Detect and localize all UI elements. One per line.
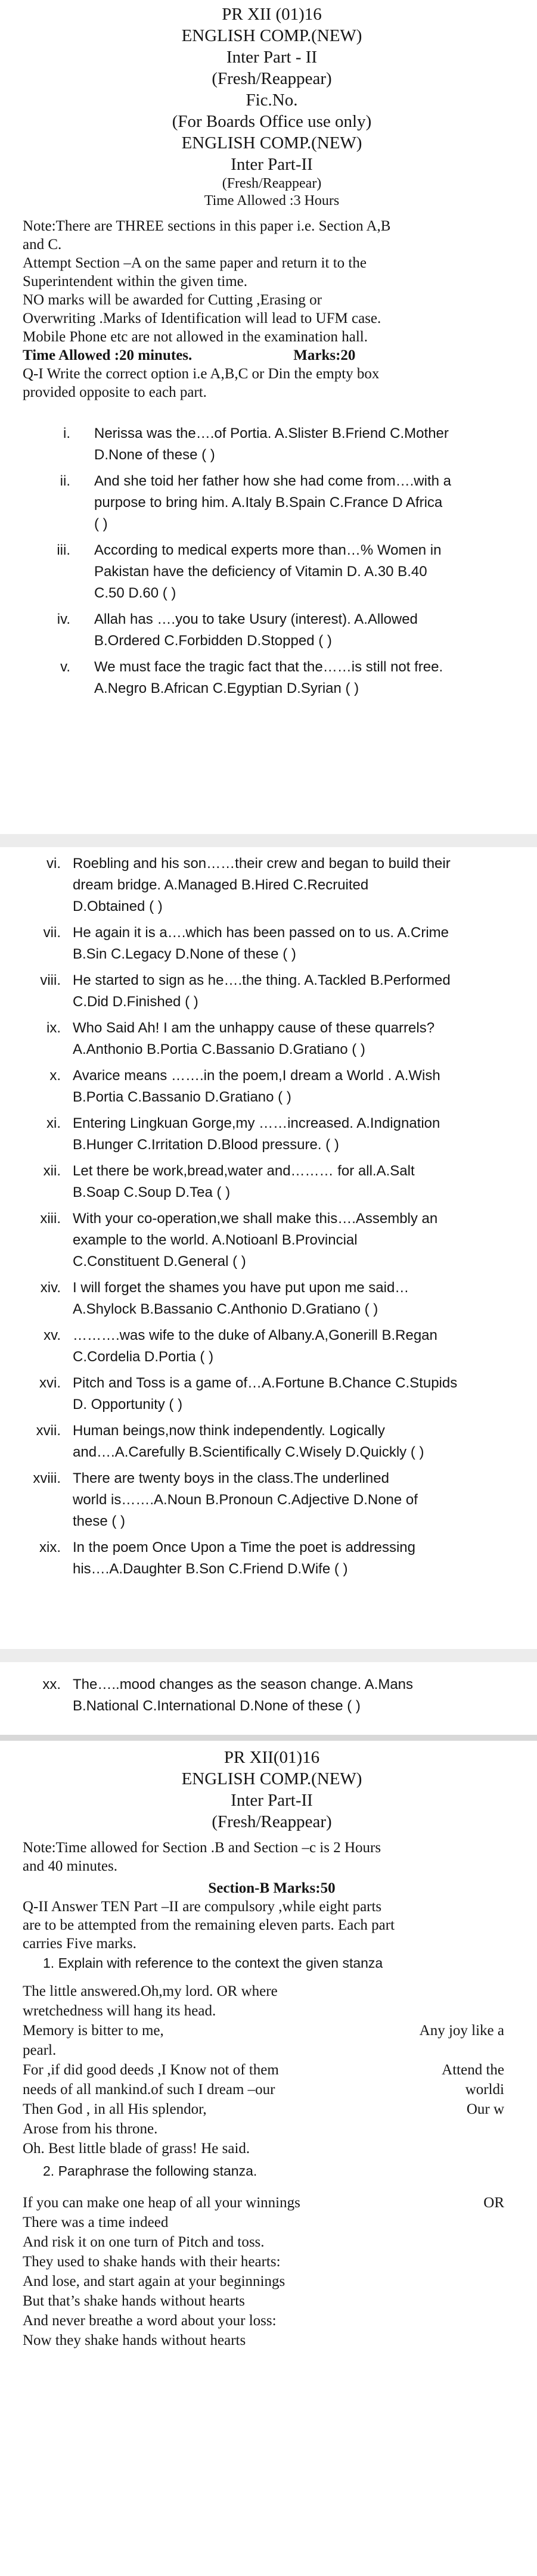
- mcq-number: xvii.: [36, 1423, 61, 1439]
- mcq-options: A.Negro B.African C.Egyptian D.Syrian ( ): [94, 680, 359, 696]
- stanza-line: Oh. Best little blade of grass! He said.: [23, 2141, 250, 2157]
- mcq-list-a: [23, 423, 521, 704]
- header-line: ENGLISH COMP.(NEW): [181, 133, 362, 153]
- mcq-text: Allah has ….you to take Usury (interest). A.Allowed: [94, 611, 418, 627]
- page-separator: [0, 1735, 537, 1741]
- mcq-number: v.: [60, 659, 70, 675]
- page1-note: [23, 217, 521, 402]
- mcq-text: I will forget the shames you have put upon me said…: [73, 1280, 409, 1296]
- marks: Marks:20: [293, 347, 356, 363]
- mcq-text: With your co-operation,we shall make this….Assembly an: [73, 1211, 438, 1227]
- mcq-item: [23, 1325, 521, 1368]
- mcq-answer-box: ( ): [94, 516, 108, 532]
- mcq-options: purpose to bring him. A.Italy B.Spain C.France D Africa: [94, 494, 443, 511]
- note-line: Note:Time allowed for Section .B and Section –c is 2 Hours: [23, 1840, 381, 1856]
- stanza-line: They used to shake hands with their hearts:: [23, 2254, 281, 2270]
- mcq-number: iii.: [57, 542, 70, 558]
- mcq-options: C.50 D.60 ( ): [94, 585, 176, 601]
- mcq-item: [23, 1277, 521, 1320]
- mcq-text: In the poem Once Upon a Time the poet is addressing: [73, 1539, 416, 1555]
- mcq-number: xi.: [46, 1115, 61, 1131]
- stanza-2: [23, 2193, 521, 2350]
- stanza-line: Attend the For ,if did good deeds ,I Know not of them: [23, 2062, 504, 2078]
- header-line: Inter Part - II: [226, 48, 318, 67]
- mcq-number: vii.: [43, 925, 61, 941]
- mcq-text: Roebling and his son……their crew and began to build their: [73, 855, 451, 872]
- instruction-line: carries Five marks.: [23, 1936, 136, 1952]
- note-line: Mobile Phone etc are not allowed in the examination hall.: [23, 329, 368, 345]
- mcq-options: Pakistan have the deficiency of Vitamin D. A.30 B.40: [94, 564, 427, 580]
- header-line: Inter Part-II: [231, 1791, 313, 1810]
- stanza-line: And never breathe a word about your loss:: [23, 2313, 277, 2329]
- mcq-text: Let there be work,bread,water and……… for all.A.Salt: [73, 1163, 415, 1179]
- mcq-item: [23, 1113, 521, 1156]
- mcq-number: xviii.: [33, 1470, 61, 1486]
- mcq-options: C.Cordelia D.Portia ( ): [73, 1349, 214, 1365]
- mcq-text: And she toid her father how she had come from….with a: [94, 473, 451, 489]
- stanza-line: Our w Then God , in all His splendor,: [23, 2101, 504, 2117]
- mcq-text: Avarice means …….in the poem,I dream a World . A.Wish: [73, 1068, 440, 1084]
- mcq-text: Entering Lingkuan Gorge,my ……increased. A.Indignation: [73, 1115, 440, 1131]
- header-line: (Fresh/Reappear): [212, 1812, 332, 1831]
- note-line: Overwriting .Marks of Identification will lead to UFM case.: [23, 310, 381, 326]
- mcq-item: [23, 1018, 521, 1060]
- mcq-number: i.: [63, 425, 70, 441]
- mcq-number: viii.: [40, 972, 61, 988]
- header-line: (For Boards Office use only): [172, 112, 372, 131]
- mcq-options: B.Soap C.Soup D.Tea ( ): [73, 1184, 231, 1200]
- instruction-line: provided opposite to each part.: [23, 384, 207, 400]
- page4-header: [23, 1747, 521, 1833]
- mcq-text: He again it is a….which has been passed on to us. A.Crime: [73, 925, 449, 941]
- header-line: Inter Part-II: [231, 155, 313, 174]
- mcq-item: [23, 1537, 521, 1580]
- stanza-line: wretchedness will hang its head.: [23, 2003, 216, 2019]
- sub-question-1: 1. Explain with reference to the context the given stanza: [43, 1955, 383, 1971]
- header-line: ENGLISH COMP.(NEW): [181, 26, 362, 45]
- mcq-options: B.Portia C.Bassanio D.Gratiano ( ): [73, 1089, 291, 1105]
- mcq-options: dream bridge. A.Managed B.Hired C.Recruited: [73, 877, 369, 893]
- mcq-options: these ( ): [73, 1513, 126, 1529]
- header-line: PR XII(01)16: [224, 1748, 320, 1767]
- mcq-number: xiii.: [40, 1211, 61, 1227]
- note-line: Superintendent within the given time.: [23, 273, 248, 290]
- note-line: and C.: [23, 237, 62, 253]
- mcq-item: [23, 609, 521, 652]
- stanza-line: But that’s shake hands without hearts: [23, 2293, 245, 2309]
- mcq-text: According to medical experts more than…% Women in: [94, 542, 442, 558]
- stanza-line: There was a time indeed: [23, 2214, 169, 2230]
- instruction-line: are to be attempted from the remaining eleven parts. Each part: [23, 1917, 395, 1933]
- mcq-item: [23, 1161, 521, 1203]
- mcq-options: B.National C.International D.None of these ( ): [73, 1698, 361, 1714]
- mcq-item: [23, 1420, 521, 1463]
- mcq-options: D. Opportunity ( ): [73, 1396, 183, 1413]
- stanza-line: OR If you can make one heap of all your winnings: [23, 2195, 504, 2211]
- mcq-item: [23, 1373, 521, 1415]
- stanza-line: The little answered.Oh,my lord. OR where: [23, 1983, 278, 1999]
- sub-question-2: 2. Paraphrase the following stanza.: [43, 2163, 257, 2179]
- mcq-number: iv.: [57, 611, 70, 627]
- page-separator: [0, 834, 537, 847]
- mcq-item: [23, 540, 521, 604]
- mcq-text: We must face the tragic fact that the……is still not free.: [94, 659, 443, 675]
- stanza-line: And risk it on one turn of Pitch and toss.: [23, 2234, 265, 2250]
- mcq-item: [23, 657, 521, 699]
- instruction-line: Q-II Answer TEN Part –II are compulsory ,while eight parts: [23, 1899, 382, 1915]
- mcq-options: A.Anthonio B.Portia C.Bassanio D.Gratiano ( ): [73, 1041, 365, 1057]
- note-line: and 40 minutes.: [23, 1858, 118, 1874]
- page-separator: [0, 1649, 537, 1662]
- mcq-item: [23, 1674, 521, 1717]
- mcq-options: world is…….A.Noun B.Pronoun C.Adjective D.None of: [73, 1492, 418, 1508]
- header-line: Time Allowed :3 Hours: [204, 193, 340, 209]
- mcq-item: [23, 853, 521, 917]
- stanza-1: [23, 1981, 521, 2158]
- mcq-options: D.None of these ( ): [94, 447, 215, 463]
- mcq-options: C.Constituent D.General ( ): [73, 1253, 246, 1270]
- note-line: Attempt Section –A on the same paper and return it to the: [23, 255, 367, 271]
- mcq-options: C.Did D.Finished ( ): [73, 994, 198, 1010]
- mcq-item: [23, 1468, 521, 1532]
- mcq-number: ix.: [46, 1020, 61, 1036]
- mcq-item: [23, 471, 521, 535]
- mcq-text: Who Said Ah! I am the unhappy cause of these quarrels?: [73, 1020, 435, 1036]
- mcq-list-c: [23, 1674, 521, 1722]
- mcq-options: his….A.Daughter B.Son C.Friend D.Wife ( ): [73, 1561, 348, 1577]
- mcq-number: xiv.: [40, 1280, 61, 1296]
- mcq-text: There are twenty boys in the class.The underlined: [73, 1470, 389, 1486]
- header-line: Fic.No.: [246, 91, 298, 110]
- mcq-options: D.Obtained ( ): [73, 898, 163, 914]
- mcq-text: He started to sign as he….the thing. A.Tackled B.Performed: [73, 972, 451, 988]
- mcq-text: The…..mood changes as the season change. A.Mans: [73, 1676, 414, 1693]
- header-line: ENGLISH COMP.(NEW): [181, 1769, 362, 1788]
- mcq-text: Human beings,now think independently. Logically: [73, 1423, 385, 1439]
- stanza-line: Now they shake hands without hearts: [23, 2332, 246, 2348]
- mcq-text: Pitch and Toss is a game of…A.Fortune B.Chance C.Stupids: [73, 1375, 458, 1391]
- mcq-item: [23, 423, 521, 466]
- mcq-options: A.Shylock B.Bassanio C.Anthonio D.Gratiano ( ): [73, 1301, 378, 1317]
- section-title: Section-B Marks:50: [208, 1880, 336, 1896]
- header-line: (Fresh/Reappear): [222, 176, 322, 191]
- page4-body: [23, 1838, 521, 2350]
- mcq-options: B.Hunger C.Irritation D.Blood pressure. ( ): [73, 1137, 339, 1153]
- stanza-line: And lose, and start again at your beginnings: [23, 2273, 285, 2289]
- header-line: PR XII (01)16: [222, 5, 322, 24]
- mcq-options: example to the world. A.Notioanl B.Provincial: [73, 1232, 358, 1248]
- note-line: Note:There are THREE sections in this paper i.e. Section A,B: [23, 218, 391, 234]
- stanza-line: pearl.: [23, 2042, 57, 2058]
- page1-header: [23, 4, 521, 210]
- time-allowed: Time Allowed :20 minutes.: [23, 347, 193, 363]
- mcq-item: [23, 1065, 521, 1108]
- stanza-line: worldi needs of all mankind.of such I dream –our: [23, 2082, 504, 2098]
- mcq-number: xx.: [42, 1676, 61, 1693]
- mcq-options: B.Ordered C.Forbidden D.Stopped ( ): [94, 633, 332, 649]
- mcq-number: xvi.: [39, 1375, 61, 1391]
- time-marks-row: [23, 346, 521, 365]
- mcq-number: xv.: [44, 1327, 61, 1343]
- mcq-number: xix.: [39, 1539, 61, 1555]
- mcq-number: x.: [49, 1068, 61, 1084]
- mcq-item: [23, 922, 521, 965]
- mcq-number: xii.: [43, 1163, 61, 1179]
- header-line: (Fresh/Reappear): [212, 69, 332, 88]
- mcq-number: ii.: [60, 473, 70, 489]
- note-line: NO marks will be awarded for Cutting ,Erasing or: [23, 292, 322, 308]
- stanza-line: Arose from his throne.: [23, 2121, 158, 2137]
- stanza-line: Any joy like a Memory is bitter to me,: [23, 2023, 504, 2039]
- mcq-item: [23, 970, 521, 1013]
- mcq-text: Nerissa was the….of Portia. A.Slister B.Friend C.Mother: [94, 425, 449, 441]
- mcq-options: and….A.Carefully B.Scientifically C.Wisely D.Quickly ( ): [73, 1444, 424, 1460]
- instruction-line: Q-I Write the correct option i.e A,B,C or Din the empty box: [23, 366, 380, 382]
- mcq-options: B.Sin C.Legacy D.None of these ( ): [73, 946, 296, 962]
- mcq-text: ……….was wife to the duke of Albany.A,Gonerill B.Regan: [73, 1327, 437, 1343]
- mcq-number: vi.: [46, 855, 61, 872]
